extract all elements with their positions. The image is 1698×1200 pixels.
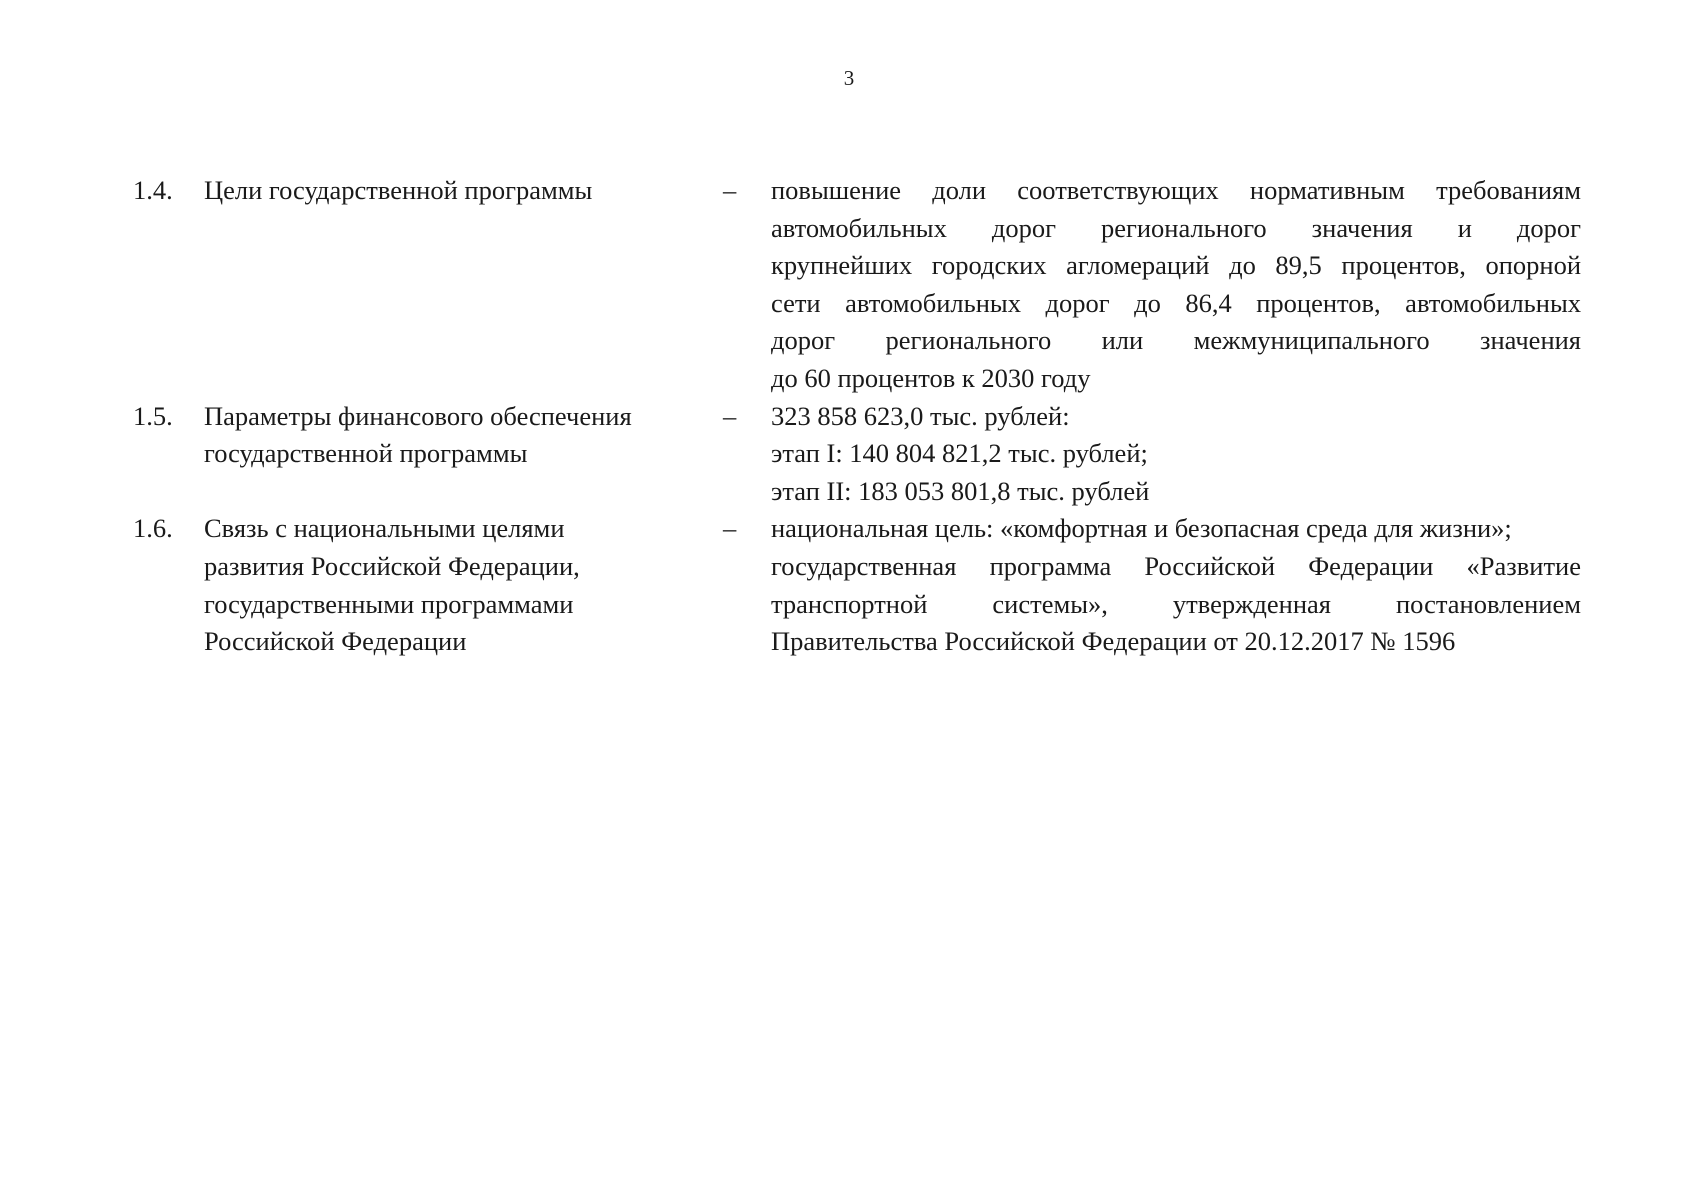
row-dash: – xyxy=(723,513,737,544)
value-line: автомобильных дорог регионального значения и дорог xyxy=(771,212,1581,243)
label-line: Параметры финансового обеспечения xyxy=(204,400,632,431)
value-line: повышение доли соответствующих нормативным требованиям xyxy=(771,175,1581,205)
table-row xyxy=(0,398,1698,511)
row-value xyxy=(771,172,1581,398)
row-dash: – xyxy=(723,400,737,431)
value-line: Правительства Российской Федерации от 20.12.2017 № 1596 xyxy=(771,626,1456,657)
row-value xyxy=(771,398,1581,511)
value-line: сети автомобильных дорог до 86,4 процентов, автомобильных xyxy=(771,287,1581,318)
row-label xyxy=(204,510,704,660)
row-value xyxy=(771,510,1581,660)
value-line: до 60 процентов к 2030 году xyxy=(771,362,1091,393)
row-label xyxy=(204,172,704,210)
value-line: этап I: 140 804 821,2 тыс. рублей; xyxy=(771,438,1148,469)
page-number: 3 xyxy=(843,66,855,90)
label-line: государственной программы xyxy=(204,438,528,469)
label-line: государственными программами xyxy=(204,588,574,619)
value-line: этап II: 183 053 801,8 тыс. рублей xyxy=(771,475,1150,506)
row-number: 1.6. xyxy=(133,513,173,544)
label-line: развития Российской Федерации, xyxy=(204,550,580,581)
table-row xyxy=(0,172,1698,398)
value-line: дорог регионального или межмуниципального значения xyxy=(771,325,1581,356)
value-line: 323 858 623,0 тыс. рублей: xyxy=(771,400,1070,431)
table-row xyxy=(0,510,1698,660)
label-line: Связь с национальными целями xyxy=(204,513,565,544)
row-number: 1.5. xyxy=(133,400,173,431)
row-dash: – xyxy=(723,175,737,205)
value-line: крупнейших городских агломераций до 89,5 процентов, опорной xyxy=(771,250,1581,281)
row-number: 1.4. xyxy=(133,175,173,205)
label-line: Цели государственной программы xyxy=(204,175,593,205)
passport-table xyxy=(0,172,1698,661)
value-line: транспортной системы», утвержденная постановлением xyxy=(771,588,1581,619)
label-line: Российской Федерации xyxy=(204,626,467,657)
row-label xyxy=(204,398,704,473)
value-line: государственная программа Российской Федерации «Развитие xyxy=(771,550,1581,581)
value-line: национальная цель: «комфортная и безопасная среда для жизни»; xyxy=(771,513,1512,544)
